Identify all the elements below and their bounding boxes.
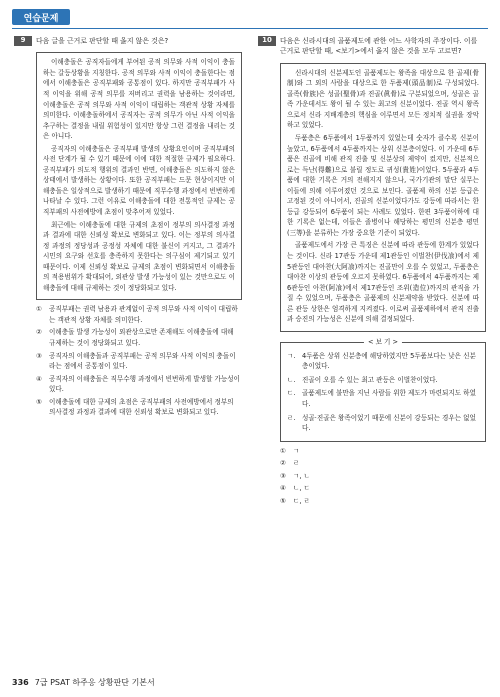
answer-choices: [280, 446, 486, 507]
passage-paragraph: 공직자의 이해충돌은 공직부패 발생의 상황요인이며 공직부패의 사전 단계가 될 수 있기 때문에 이에 대한 적절한 규제가 필요하다. 공직부패가 의도적 행위의 결과인 반면, 이해충돌은 의도하지 않은 상태에서 발생하는 상황이다. 또한 공직부패는 드문 현상이지만 이해충돌은 일상적으로 발생하기 때문에 직무수행 과정에서 빈번하게 나타날 수 있다. 그런 이유로 이해충돌에 대한 전통적인 규제는 공직부패의 사전예방에 초점이 맞추어져 있었다.: [43, 144, 235, 217]
answer-choice[interactable]: ② 이해충돌 발생 가능성이 외관상으로만 존재해도 이해충돌에 대해 규제하는 것이 정당화되고 있다.: [36, 328, 234, 348]
question-number: 10: [258, 36, 276, 46]
answer-choice[interactable]: ④ ㄴ, ㄷ: [280, 484, 310, 493]
answer-choices: [36, 304, 242, 417]
bogi-item: ㄱ. 4두품은 상위 신분층에 해당하였지만 5두품보다는 낮은 신분층이었다.: [287, 351, 476, 371]
bogi-item: ㄷ. 골품제도에 불만을 지닌 사람들 위한 제도가 마련되지도 하였다.: [287, 389, 476, 409]
bogi-item: ㄹ. 성골·진골은 왕족이었기 때문에 신분이 강등되는 경우는 없었다.: [287, 413, 476, 433]
page-number: 336: [12, 678, 29, 687]
answer-choice[interactable]: ⑤ 이해충돌에 대한 규제의 초점은 공직부패의 사전예방에서 정부의 의사결정 과정과 결과에 대한 신뢰성 확보로 변화되고 있다.: [36, 397, 234, 417]
question-9: [14, 36, 242, 420]
answer-choice[interactable]: ④ 공직자의 이해충돌은 직무수행 과정에서 빈번하게 발생할 가능성이 있다.: [36, 374, 240, 394]
question-text: 다음은 신라시대의 골품제도에 관한 어느 사학자의 주장이다. 이를 근거로 판단할 때, <보기>에서 옳지 않은 것을 모두 고르면?: [280, 37, 478, 56]
answer-choice[interactable]: ② ㄹ: [280, 459, 300, 468]
passage-paragraph: 신라시대의 신분제도인 골품제도는 왕족을 대상으로 한 골제(骨制)와 그 외의 사람을 대상으로 한 두품제(頭品制)로 구성되었다. 골족(骨族)은 성골(聖骨)과 진골(眞骨)로 구분되었으며, 성골은 골족 가운데서도 왕이 될 수 있는 최고의 신분이었다. 진골 역시 왕족으로서 신라 지배계층의 핵심을 이루면서 모든 정치적 실권을 장악하고 있었다.: [287, 68, 479, 130]
answer-choice[interactable]: ⑤ ㄷ, ㄹ: [280, 496, 310, 505]
book-title: 7급 PSAT 하주응 상황판단 기본서: [34, 678, 155, 687]
answer-choice[interactable]: ① 공직부패는 권력 남용과 관계없이 공적 의무와 사적 이익이 대립하는 객관적 상황 자체를 의미한다.: [36, 305, 238, 324]
question-text: 다음 글을 근거로 판단할 때 옳지 않은 것은?: [36, 37, 169, 45]
passage-paragraph: 두품층은 6두품에서 1두품까지 있었는데 숫자가 클수록 신분이 높았고, 6두품에서 4두품까지는 상위 신분층이었다. 이 가운데 6두품은 진골에 비해 관직 진출 및 신분상의 제약이 컸지만, 신분적으로는 득난(得難)으로 불릴 정도로 귀성(貴姓)이었다. 5두품과 4두품에 대한 기록은 거의 전해지지 않으나, 국가기관의 말단 실무는 이들에 의해 이루어졌던 것으로 보인다. 골품제 하의 신분 등급은 고정된 것이 아니어서, 진골의 신분이었다가도 강등에 따라서는 한 등급 강등되어 6두품이 되는 사례도 있었다. 한편 3두품이하에 대한 기록은 없는데, 이들은 졸병이나 해당하는 평민의 신분층 평민(三等)을 분류하는 가장 중요한 기준이 되었다.: [287, 134, 479, 237]
section-tag: 연습문제: [12, 9, 70, 25]
bogi-box: [280, 337, 486, 442]
passage-paragraph: 최근에는 이해충돌에 대한 규제의 초점이 정부의 의사결정 과정과 결과에 대한 신뢰성 확보로 변화되고 있다. 이는 정부의 의사결정 과정의 정당성과 공정성 자체에 대한 불신이 커지고, 그 결과가 시민의 요구와 선호를 충족하지 못한다는 의구심이 제기되고 있기 때문이다. 이제 신뢰성 확보로 규제의 초점이 변화되면서 이해충돌의 적용범위가 확대되어, 외관상 발생 가능성이 있는 것만으로도 이해충돌에 대해 규제하는 것이 정당화되고 있다.: [43, 220, 235, 292]
answer-choice[interactable]: ① ㄱ: [280, 446, 300, 455]
passage-paragraph: 골품제도에서 가장 큰 특징은 신분에 따라 관등에 한계가 있었다는 것이다. 신라 17관등 가운데 제1관등인 이벌찬(伊伐飡)에서 제5관등인 대아찬(大阿飡)까지는 진골만이 오를 수 있었고, 두품층은 대아찬 이상의 관등에 오르지 못하였다. 6두품에서 4두품까지는 제6관등인 아찬(阿飡)에서 제17관등인 조위(造位)까지의 관직을 가질 수 있었으며, 두품층은 골품제의 신분제약을 받았다. 신분에 따른 관등 상한은 엄격하게 지켜졌다. 이로써 골품제하에서 관직 진출과 승진의 가능성은 신분에 의해 결정되었다.: [287, 241, 479, 324]
answer-choice[interactable]: ③ 공직자의 이해충돌과 공직부패는 공적 의무와 사적 이익의 충돌이라는 점에서 공통점이 있다.: [36, 351, 236, 371]
passage-box: [36, 52, 242, 300]
bogi-item: ㄴ. 진골이 오를 수 있는 최고 관등은 이벌찬이었다.: [287, 375, 438, 384]
question-10: [258, 36, 486, 508]
passage-paragraph: 이해충돌은 공직자들에게 부여된 공적 의무와 사적 이익이 충돌하는 갈등상황을 지칭한다. 공적 의무와 사적 이익이 충돌한다는 점에서 이해충돌은 공직부패와 공통점이 있다. 하지만 공직부패가 사적 이익을 위해 공적 의무를 저버리고 권력을 남용하는 것이라면, 이해충돌은 공적 의무와 사적 이익이 대립하는 객관적 상황 자체를 의미한다. 이해충돌하에서 공직자는 공적 의무가 아닌 사적 이익을 추구하는 결정을 내릴 위험성이 있지만 항상 그런 결정을 내리는 것은 아니다.: [43, 58, 235, 141]
header-divider: [12, 28, 488, 29]
answer-choice[interactable]: ③ ㄱ, ㄴ: [280, 471, 310, 480]
passage-box: [280, 63, 486, 332]
page-footer: [12, 677, 155, 688]
bogi-title: < 보 기 >: [364, 337, 402, 348]
question-number: 9: [14, 36, 32, 46]
